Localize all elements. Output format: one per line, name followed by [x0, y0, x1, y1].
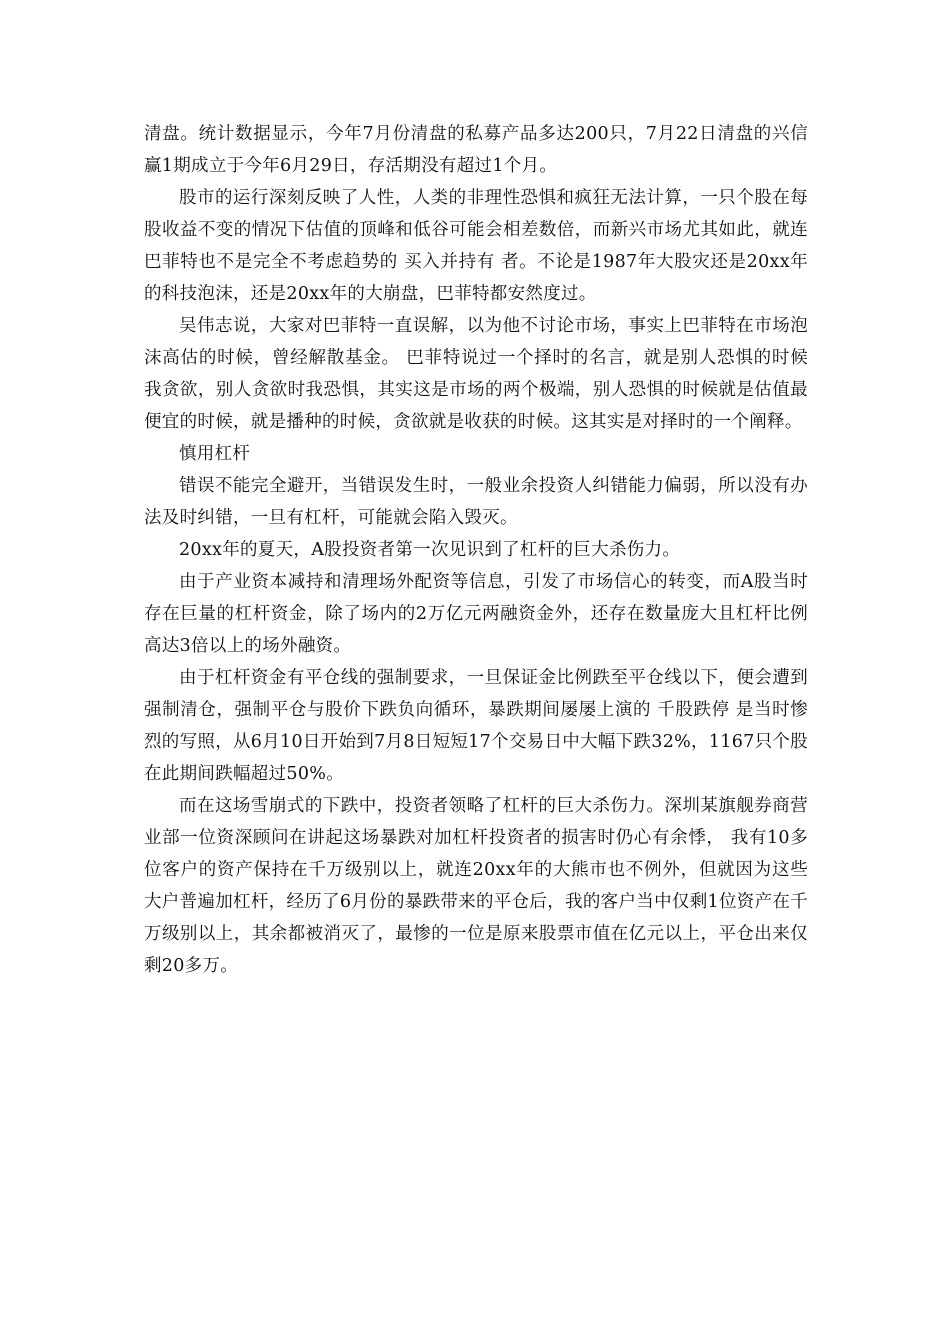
- paragraph-errors: 错误不能完全避开，当错误发生时，一般业余投资人纠错能力偏弱，所以没有办法及时纠错，一旦有杠杆，可能就会陷入毁灭。: [144, 476, 808, 528]
- document-body: [144, 118, 808, 982]
- paragraph-summer: 20xx年的夏天，A股投资者第一次见识到了杠杆的巨大杀伤力。: [179, 540, 681, 560]
- section-heading-leverage: 慎用杠杆: [179, 444, 251, 464]
- paragraph-avalanche: 而在这场雪崩式的下跌中，投资者领略了杠杆的巨大杀伤力。深圳某旗舰券商营业部一位资深顾问在讲起这场暴跌对加杠杆投资者的损害时仍心有余悸， 我有10多位客户的资产保持在千万级别以上，就连20xx年的大熊市也不例外，但就因为这些大户普遍加杠杆，经历了6月份的暴跌带来的平仓后，我的客户当中仅剩1位资产在千万级别以上，其余都被消灭了，最惨的一位是原来股票市值在亿元以上，平仓出来仅剩20多万。: [144, 796, 808, 976]
- paragraph-buffett-timing: 吴伟志说，大家对巴菲特一直误解，以为他不讨论市场，事实上巴菲特在市场泡沫高估的时候，曾经解散基金。 巴菲特说过一个择时的名言，就是别人恐惧的时候我贪欲，别人贪欲时我恐惧，其实这是市场的两个极端，别人恐惧的时候就是估值最便宜的时候，就是播种的时候，贪欲就是收获的时候。这其实是对择时的一个阐释。: [144, 316, 808, 432]
- paragraph-continuation: 清盘。统计数据显示，今年7月份清盘的私募产品多达200只，7月22日清盘的兴信赢1期成立于今年6月29日，存活期没有超过1个月。: [144, 124, 808, 176]
- paragraph-industry-capital: 由于产业资本减持和清理场外配资等信息，引发了市场信心的转变，而A股当时存在巨量的杠杆资金，除了场内的2万亿元两融资金外，还存在数量庞大且杠杆比例高达3倍以上的场外融资。: [144, 572, 808, 656]
- paragraph-forced-liquidation: 由于杠杆资金有平仓线的强制要求，一旦保证金比例跌至平仓线以下，便会遭到强制清仓，强制平仓与股价下跌负向循环，暴跌期间屡屡上演的 千股跌停 是当时惨烈的写照，从6月10日开始到7月8日短短17个交易日中大幅下跌32%，1167只个股在此期间跌幅超过50%。: [144, 668, 808, 784]
- paragraph-market-psychology: 股市的运行深刻反映了人性，人类的非理性恐惧和疯狂无法计算，一只个股在每股收益不变的情况下估值的顶峰和低谷可能会相差数倍，而新兴市场尤其如此，就连巴菲特也不是完全不考虑趋势的 买入并持有 者。不论是1987年大股灾还是20xx年的科技泡沫，还是20xx年的大崩盘，巴菲特都安然度过。: [144, 188, 808, 304]
